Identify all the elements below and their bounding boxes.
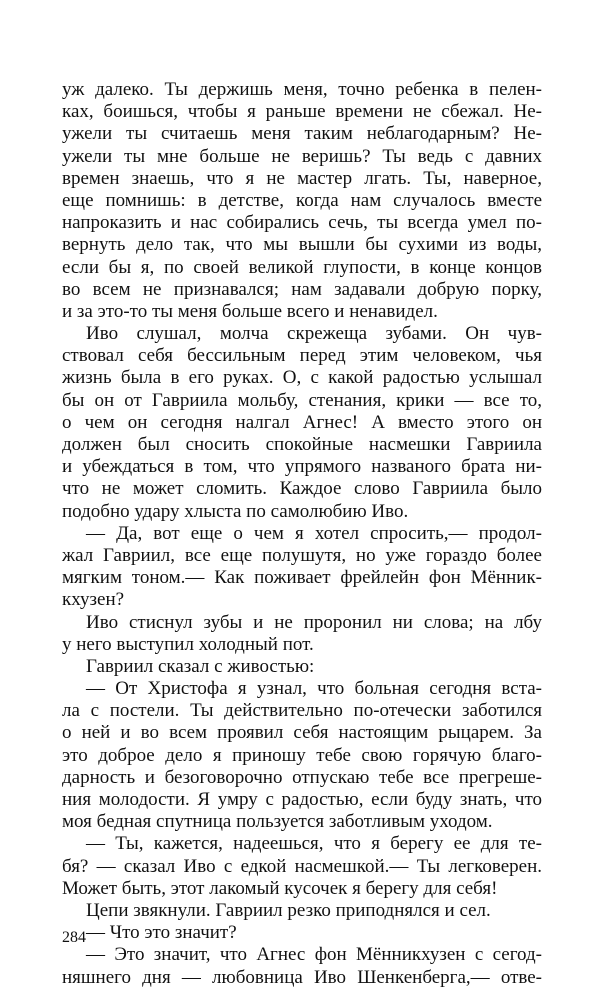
text-line: должен был сносить спокойные насмешки Гавриила [62, 434, 542, 455]
text-line: ла с постели. Ты действительно по-отечески заботился [62, 700, 542, 722]
text-line: ках, боишься, чтобы я раньше времени не сбежал. Не- [62, 101, 542, 123]
text-line: ужели ты считаешь меня таким неблагодарным? Не- [62, 123, 542, 145]
text-line: бя? — сказал Иво с едкой насмешкой.— Ты легковерен. [62, 855, 542, 877]
text-line: ния молодости. Я умру с радостью, если буду знать, что [62, 789, 542, 810]
text-line: Иво стиснул зубы и не проронил ни слова; на лбу [86, 611, 542, 633]
text-line: дарность и безоговорочно отпускаю тебе все прегреше- [62, 766, 542, 788]
body-text [62, 79, 542, 989]
text-line: Цепи звякнули. Гавриил резко приподнялся и сел. [86, 899, 491, 921]
text-line: ствовал себя бессильным перед этим человеком, чья [62, 345, 542, 367]
text-line: вернуть дело так, что мы вышли бы сухими из воды, [62, 234, 542, 256]
text-line: бы он от Гавриила мольбу, стенания, крики — все то, [62, 389, 542, 411]
text-line: это доброе дело я приношу тебе свою горячую благо- [62, 744, 542, 766]
text-line: уж далеко. Ты держишь меня, точно ребенка в пелен- [62, 79, 542, 100]
text-line: что не может сломить. Каждое слово Гавриила было [62, 478, 542, 500]
text-line: моя бедная спутница пользуется заботливым уходом. [62, 811, 493, 833]
text-line: жал Гавриил, все еще полушутя, но уже гораздо более [62, 544, 542, 566]
text-line: если бы я, по своей великой глупости, в конце концов [62, 256, 542, 278]
text-line: у него выступил холодный пот. [62, 633, 314, 655]
text-line: во всем не признавался; нам задавали добрую порку, [62, 278, 542, 300]
text-line: няшнего дня — любовница Иво Шенкенберга,— отве- [62, 966, 542, 988]
text-line: и за это-то ты меня больше всего и ненавидел. [62, 300, 438, 322]
text-line: ужели ты мне больше не веришь? Ты ведь с давних [62, 145, 542, 167]
text-line: кхузен? [62, 589, 125, 611]
text-line: времен знаешь, что я не мастер лгать. Ты, наверное, [62, 167, 542, 189]
text-line: мягким тоном.— Как поживает фрейлейн фон Мённик- [62, 567, 542, 589]
text-line: — Ты, кажется, надеешься, что я берегу ее для те- [86, 833, 542, 855]
text-line: Иво слушал, молча скрежеща зубами. Он чув- [86, 323, 542, 345]
text-line: Может быть, этот лакомый кусочек я берегу для себя! [62, 877, 498, 899]
text-line: — Да, вот еще о чем я хотел спросить,— продол- [86, 522, 542, 544]
text-line: — Это значит, что Агнес фон Мённикхузен с сегод- [86, 944, 542, 966]
text-line: о чем он сегодня налгал Агнес! А вместо этого он [62, 411, 542, 433]
text-line: напроказить и нас собирались сечь, ты всегда умел по- [62, 212, 542, 234]
text-line: — От Христофа я узнал, что больная сегодня вста- [86, 678, 542, 700]
text-line: подобно удару хлыста по самолюбию Иво. [62, 500, 409, 522]
text-line: еще помнишь: в детстве, когда нам случалось вместе [62, 189, 542, 211]
text-line: и убеждаться в том, что упрямого названого брата ни- [62, 456, 542, 478]
page-number: 284 [62, 929, 86, 946]
text-line: — Что это значит? [86, 922, 237, 944]
text-line: Гавриил сказал с живостью: [86, 655, 315, 677]
text-line: жизнь была в его руках. О, с какой радостью услышал [62, 367, 542, 389]
text-line: о ней и во всем проявил себя настоящим рыцарем. За [62, 722, 542, 744]
